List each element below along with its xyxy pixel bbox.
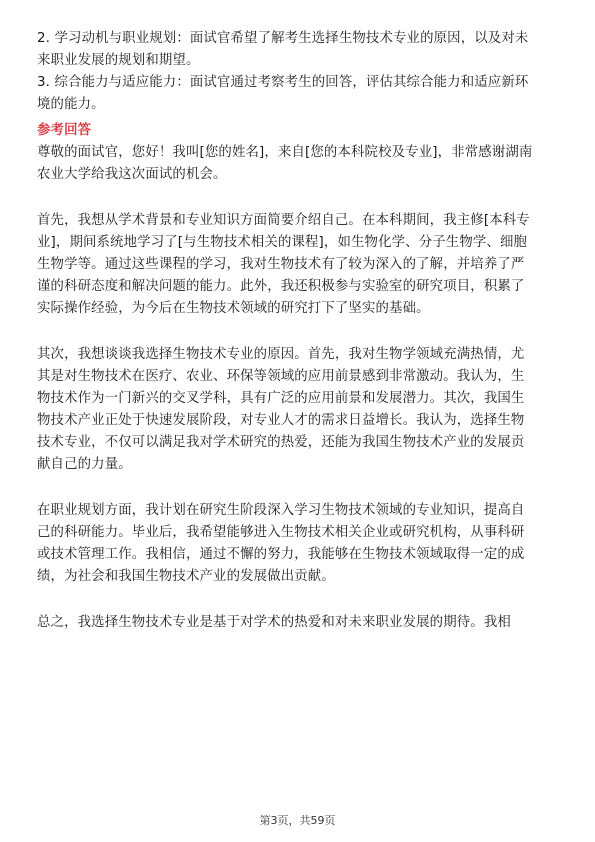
text-line: 献自己的力量。 <box>37 457 132 472</box>
paragraph-spacer <box>37 588 559 612</box>
text-line: 总之，我选择生物技术专业是基于对学术的热爱和对未来职业发展的期待。我相 <box>37 615 511 630</box>
page-number: 第3页，共59页 <box>259 814 336 827</box>
paragraph-spacer <box>37 320 559 344</box>
text-line: 其是对生物技术在医疗、农业、环保等领域的应用前景感到非常激动。我认为，生 <box>37 369 525 384</box>
paragraph-motivation <box>37 344 559 476</box>
text-line: 技术专业，不仅可以满足我对学术研究的热爱，还能为我国生物技术产业的发展贡 <box>37 435 525 450</box>
text-line: 己的科研能力。毕业后，我希望能够进入生物技术相关企业或研究机构，从事科研 <box>37 525 525 540</box>
text-line: 实际操作经验，为今后在生物技术领域的研究打下了坚实的基础。 <box>37 301 430 316</box>
text-line: 业]，期间系统地学习了[与生物技术相关的课程]，如生物化学、分子生物学、细胞 <box>37 235 528 250</box>
text-line: 2. 学习动机与职业规划：面试官希望了解考生选择生物技术专业的原因，以及对未 <box>37 31 529 46</box>
text-line: 3. 综合能力与适应能力：面试官通过考察考生的回答，评估其综合能力和适应新环 <box>37 75 529 90</box>
text-line: 或技术管理工作。我相信，通过不懈的努力，我能够在生物技术领域取得一定的成 <box>37 547 525 562</box>
text-line: 境的能力。 <box>37 97 105 112</box>
paragraph-conclusion <box>37 612 559 634</box>
document-page <box>37 28 559 634</box>
text-line: 谨的科研态度和解决问题的能力。此外，我还积极参与实验室的研究项目，积累了 <box>37 279 525 294</box>
text-line: 尊敬的面试官，您好！我叫[您的姓名]，来自[您的本科院校及专业]，非常感谢湖南 <box>37 145 533 160</box>
text-line: 物技术作为一门新兴的交叉学科，具有广泛的应用前景和发展潜力。其次，我国生 <box>37 391 525 406</box>
section-heading: 参考回答 <box>37 123 92 138</box>
intro-point-3 <box>37 72 559 116</box>
text-line: 在职业规划方面，我计划在研究生阶段深入学习生物技术领域的专业知识，提高自 <box>37 503 525 518</box>
paragraph-academic-background <box>37 210 559 320</box>
text-line: 首先，我想从学术背景和专业知识方面简要介绍自己。在本科期间，我主修[本科专 <box>37 213 530 228</box>
intro-point-2 <box>37 28 559 72</box>
text-line: 来职业发展的规划和期望。 <box>37 53 200 68</box>
paragraph-career-plan <box>37 500 559 588</box>
text-line: 绩，为社会和我国生物技术产业的发展做出贡献。 <box>37 569 335 584</box>
text-line: 农业大学给我这次面试的机会。 <box>37 167 227 182</box>
paragraph-greeting <box>37 142 559 186</box>
paragraph-spacer <box>37 476 559 500</box>
paragraph-spacer <box>37 186 559 210</box>
text-line: 生物学等。通过这些课程的学习，我对生物技术有了较为深入的了解，并培养了严 <box>37 257 525 272</box>
text-line: 物技术产业正处于快速发展阶段，对专业人才的需求日益增长。我认为，选择生物 <box>37 413 525 428</box>
text-line: 其次，我想谈谈我选择生物技术专业的原因。首先，我对生物学领域充满热情，尤 <box>37 347 525 362</box>
